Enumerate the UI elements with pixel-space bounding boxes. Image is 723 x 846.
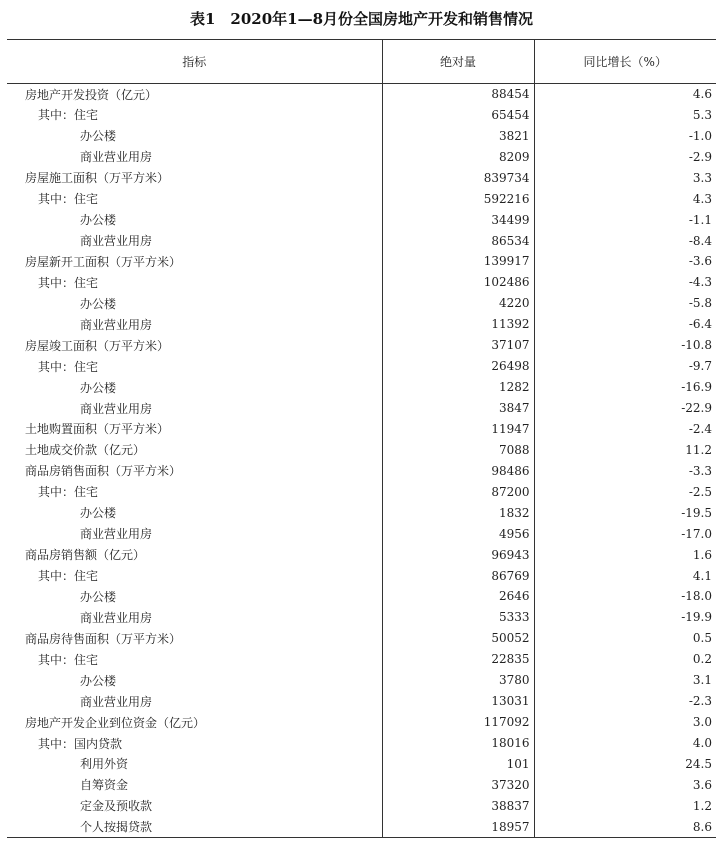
row-absolute-value: 3821 (382, 125, 534, 146)
row-growth-rate: -2.9 (534, 146, 716, 167)
row-absolute-value: 18957 (382, 816, 534, 837)
row-indicator: 土地购置面积（万平方米） (25, 422, 170, 437)
header-growth: 同比增长（%） (534, 40, 716, 84)
row-indicator: 办公楼 (80, 296, 117, 311)
row-growth-rate: 11.2 (534, 439, 716, 460)
row-growth-rate: 1.2 (534, 795, 716, 816)
row-absolute-value: 11947 (382, 419, 534, 440)
row-indicator: 办公楼 (80, 213, 117, 228)
row-absolute-value: 50052 (382, 628, 534, 649)
table-row (7, 544, 716, 565)
row-indicator: 其中：住宅 (38, 652, 99, 667)
row-growth-rate: -19.5 (534, 502, 716, 523)
table-row (7, 523, 716, 544)
row-absolute-value: 117092 (382, 712, 534, 733)
row-growth-rate: -3.3 (534, 460, 716, 481)
row-growth-rate: -18.0 (534, 586, 716, 607)
table-row (7, 649, 716, 670)
table-row (7, 774, 716, 795)
table-row (7, 84, 716, 105)
row-indicator: 房屋竣工面积（万平方米） (25, 338, 170, 353)
row-growth-rate: -1.1 (534, 209, 716, 230)
row-indicator: 房屋新开工面积（万平方米） (25, 254, 182, 269)
row-indicator: 其中：住宅 (38, 569, 99, 584)
table-row (7, 481, 716, 502)
row-indicator: 商业营业用房 (80, 150, 153, 165)
row-absolute-value: 18016 (382, 733, 534, 754)
row-growth-rate: 3.3 (534, 167, 716, 188)
row-growth-rate: 4.1 (534, 565, 716, 586)
row-indicator: 房屋施工面积（万平方米） (25, 171, 170, 186)
row-absolute-value: 1832 (382, 502, 534, 523)
row-indicator: 其中：住宅 (38, 485, 99, 500)
table-row (7, 586, 716, 607)
row-growth-rate: -2.4 (534, 419, 716, 440)
row-absolute-value: 37107 (382, 335, 534, 356)
row-absolute-value: 96943 (382, 544, 534, 565)
table-row (7, 398, 716, 419)
row-indicator: 房地产开发企业到位资金（亿元） (25, 715, 206, 730)
row-absolute-value: 839734 (382, 167, 534, 188)
table-row (7, 125, 716, 146)
table-row (7, 356, 716, 377)
table-row (7, 607, 716, 628)
row-growth-rate: 0.5 (534, 628, 716, 649)
row-absolute-value: 11392 (382, 314, 534, 335)
row-absolute-value: 139917 (382, 251, 534, 272)
row-indicator: 商品房销售额（亿元） (25, 548, 146, 563)
table-row (7, 460, 716, 481)
table-row (7, 712, 716, 733)
table-row (7, 188, 716, 209)
row-absolute-value: 13031 (382, 691, 534, 712)
row-indicator: 其中：住宅 (38, 359, 99, 374)
row-absolute-value: 65454 (382, 104, 534, 125)
row-indicator: 商品房待售面积（万平方米） (25, 631, 182, 646)
row-indicator: 其中：住宅 (38, 108, 99, 123)
row-indicator: 定金及预收款 (80, 799, 153, 814)
row-growth-rate: 1.6 (534, 544, 716, 565)
table-row (7, 209, 716, 230)
row-indicator: 商业营业用房 (80, 527, 153, 542)
table-row (7, 816, 716, 837)
row-indicator: 其中：住宅 (38, 192, 99, 207)
row-indicator: 办公楼 (80, 673, 117, 688)
row-growth-rate: 4.3 (534, 188, 716, 209)
row-growth-rate: -9.7 (534, 356, 716, 377)
row-growth-rate: 24.5 (534, 754, 716, 775)
table-row (7, 754, 716, 775)
row-absolute-value: 4220 (382, 293, 534, 314)
table-body (7, 84, 716, 838)
header-absolute: 绝对量 (382, 40, 534, 84)
row-absolute-value: 3780 (382, 670, 534, 691)
row-growth-rate: -2.3 (534, 691, 716, 712)
row-growth-rate: 5.3 (534, 104, 716, 125)
table-row (7, 272, 716, 293)
data-table (7, 39, 716, 838)
row-growth-rate: -1.0 (534, 125, 716, 146)
row-growth-rate: 4.0 (534, 733, 716, 754)
row-absolute-value: 87200 (382, 481, 534, 502)
row-indicator: 办公楼 (80, 380, 117, 395)
row-absolute-value: 5333 (382, 607, 534, 628)
table-row (7, 230, 716, 251)
row-absolute-value: 7088 (382, 439, 534, 460)
row-indicator: 其中：住宅 (38, 275, 99, 290)
row-absolute-value: 102486 (382, 272, 534, 293)
table-row (7, 335, 716, 356)
row-indicator: 商品房销售面积（万平方米） (25, 464, 182, 479)
row-absolute-value: 3847 (382, 398, 534, 419)
row-indicator: 商业营业用房 (80, 234, 153, 249)
header-row (7, 40, 716, 84)
row-growth-rate: -22.9 (534, 398, 716, 419)
header-indicator: 指标 (7, 40, 382, 84)
row-growth-rate: 3.1 (534, 670, 716, 691)
row-growth-rate: 3.0 (534, 712, 716, 733)
row-absolute-value: 34499 (382, 209, 534, 230)
row-indicator: 商业营业用房 (80, 401, 153, 416)
row-indicator: 办公楼 (80, 506, 117, 521)
table-row (7, 293, 716, 314)
row-absolute-value: 1282 (382, 377, 534, 398)
row-indicator: 房地产开发投资（亿元） (25, 87, 158, 102)
row-growth-rate: 4.6 (534, 84, 716, 105)
row-growth-rate: -10.8 (534, 335, 716, 356)
row-indicator: 办公楼 (80, 129, 117, 144)
table-row (7, 146, 716, 167)
row-absolute-value: 37320 (382, 774, 534, 795)
row-growth-rate: 3.6 (534, 774, 716, 795)
table-row (7, 670, 716, 691)
row-absolute-value: 8209 (382, 146, 534, 167)
table-row (7, 104, 716, 125)
table-row (7, 691, 716, 712)
row-absolute-value: 22835 (382, 649, 534, 670)
table-row (7, 377, 716, 398)
row-absolute-value: 86769 (382, 565, 534, 586)
row-growth-rate: 0.2 (534, 649, 716, 670)
row-indicator: 办公楼 (80, 589, 117, 604)
row-absolute-value: 592216 (382, 188, 534, 209)
row-indicator: 其中：国内贷款 (38, 736, 123, 751)
table-row (7, 439, 716, 460)
table-row (7, 251, 716, 272)
row-indicator: 商业营业用房 (80, 610, 153, 625)
row-growth-rate: -6.4 (534, 314, 716, 335)
row-indicator: 商业营业用房 (80, 317, 153, 332)
table-row (7, 314, 716, 335)
row-growth-rate: -4.3 (534, 272, 716, 293)
row-growth-rate: -17.0 (534, 523, 716, 544)
row-absolute-value: 101 (382, 754, 534, 775)
row-growth-rate: -5.8 (534, 293, 716, 314)
row-absolute-value: 26498 (382, 356, 534, 377)
table-row (7, 419, 716, 440)
row-indicator: 个人按揭贷款 (7, 816, 382, 837)
row-growth-rate: -19.9 (534, 607, 716, 628)
row-absolute-value: 88454 (382, 84, 534, 105)
row-absolute-value: 98486 (382, 460, 534, 481)
table-row (7, 733, 716, 754)
row-growth-rate: 8.6 (534, 816, 716, 837)
row-indicator: 土地成交价款（亿元） (25, 443, 146, 458)
row-growth-rate: -3.6 (534, 251, 716, 272)
row-indicator: 自筹资金 (80, 778, 129, 793)
table-row (7, 167, 716, 188)
row-absolute-value: 2646 (382, 586, 534, 607)
row-growth-rate: -2.5 (534, 481, 716, 502)
row-absolute-value: 86534 (382, 230, 534, 251)
table-row (7, 628, 716, 649)
table-title: 表1 2020年1—8月份全国房地产开发和销售情况 (189, 10, 534, 28)
row-absolute-value: 38837 (382, 795, 534, 816)
row-growth-rate: -16.9 (534, 377, 716, 398)
row-indicator: 利用外资 (80, 757, 129, 772)
row-indicator: 商业营业用房 (80, 694, 153, 709)
table-row (7, 502, 716, 523)
row-absolute-value: 4956 (382, 523, 534, 544)
table-row (7, 565, 716, 586)
table-row (7, 795, 716, 816)
row-growth-rate: -8.4 (534, 230, 716, 251)
